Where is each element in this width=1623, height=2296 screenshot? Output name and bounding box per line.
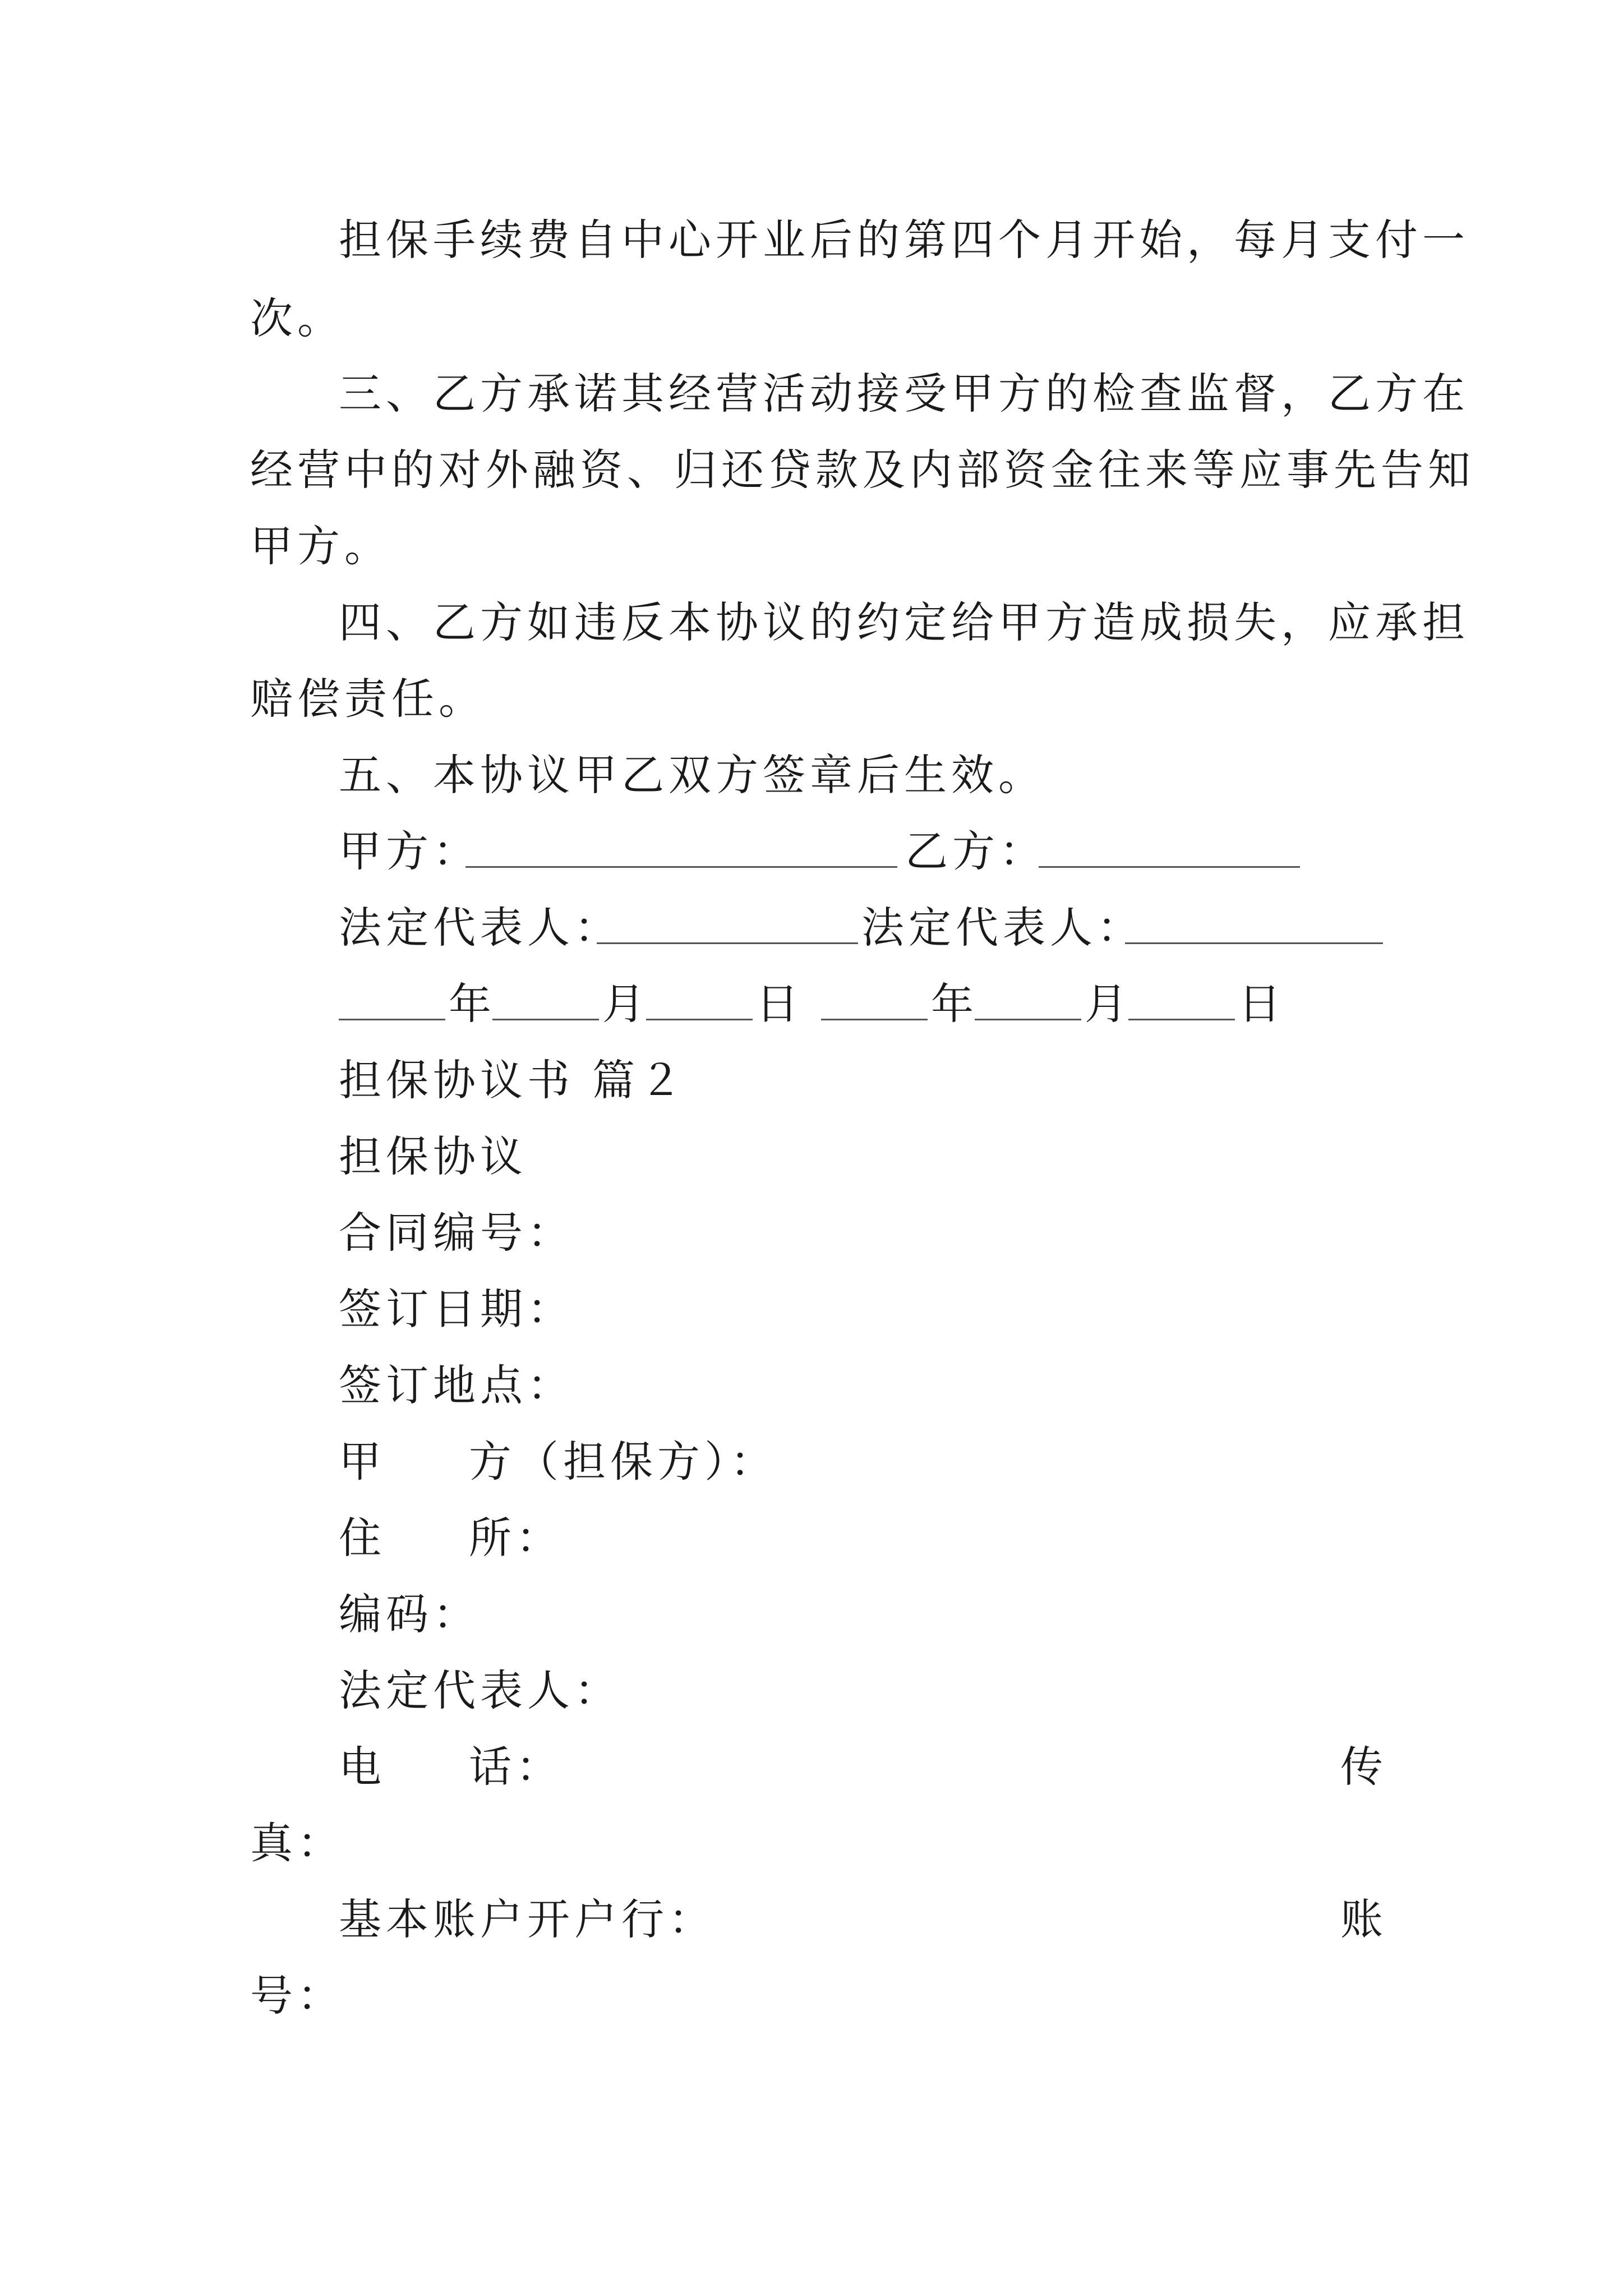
fax-label-char: 传 — [1340, 1742, 1383, 1792]
paragraph-line — [0, 589, 1623, 656]
field-line — [0, 1504, 1623, 1572]
day-label: 日 — [1238, 979, 1285, 1029]
month-blank — [975, 970, 1081, 1020]
section-heading-line — [0, 1047, 1623, 1114]
field-line — [0, 1657, 1623, 1724]
guarantor-label-char: 甲 — [339, 1437, 386, 1487]
account-label-char: 账 — [1340, 1894, 1383, 1944]
clause-3-text: 三、乙方承诺其经营活动接受甲方的检查监督，乙方在 — [339, 369, 1469, 418]
year-label: 年 — [449, 979, 496, 1029]
account-label: 号： — [250, 1971, 344, 2021]
party-a-label: 甲方： — [339, 826, 480, 876]
clause-3-text: 甲方。 — [250, 521, 391, 571]
field-line — [0, 1428, 1623, 1496]
paragraph-line — [0, 285, 1623, 352]
sign-date-label: 签订日期： — [339, 1284, 574, 1334]
day-label: 日 — [756, 979, 803, 1029]
legal-rep-a-blank — [597, 894, 858, 944]
legal-rep-a-label: 法定代表人： — [339, 903, 621, 953]
year-blank — [821, 970, 928, 1020]
field-line — [0, 1352, 1623, 1419]
signature-dates-line — [0, 970, 1623, 1038]
year-label: 年 — [931, 979, 978, 1029]
field-line — [0, 1199, 1623, 1267]
paragraph-line — [0, 665, 1623, 733]
year-blank — [339, 970, 445, 1020]
field-line — [0, 1581, 1623, 1648]
paragraph-text: 担保手续费自中心开业后的第四个月开始，每月支付一 — [339, 215, 1469, 265]
month-label: 月 — [602, 979, 649, 1029]
field-line — [0, 1962, 1623, 2030]
paragraph-text: 次。 — [250, 293, 344, 343]
paragraph-line — [0, 436, 1623, 504]
phone-label-char: 电 — [339, 1742, 386, 1792]
day-blank — [1128, 970, 1235, 1020]
field-line — [0, 1276, 1623, 1343]
clause-5-text: 五、本协议甲乙双方签章后生效。 — [339, 750, 1045, 800]
clause-4-text: 四、乙方如违反本协议的约定给甲方造成损失，应承担 — [339, 597, 1469, 647]
paragraph-line — [0, 360, 1623, 427]
paragraph-line — [0, 206, 1623, 274]
paragraph-line — [0, 513, 1623, 580]
legal-rep-label: 法定代表人： — [339, 1665, 621, 1715]
party-b-blank — [1039, 818, 1300, 868]
clause-4-text: 赔偿责任。 — [250, 674, 486, 724]
bank-label: 基本账户开户行： — [339, 1894, 716, 1944]
party-b-label: 乙方： — [905, 826, 1046, 876]
contract-number-label: 合同编号： — [339, 1208, 574, 1258]
postcode-label: 编码： — [339, 1589, 480, 1639]
section-heading: 担保协议书 篇２ — [339, 1055, 687, 1105]
party-a-blank — [465, 818, 897, 868]
paragraph-line — [0, 742, 1623, 809]
signature-parties-line — [0, 818, 1623, 885]
legal-rep-b-label: 法定代表人： — [861, 903, 1144, 953]
document-title-line — [0, 1123, 1623, 1190]
clause-3-text: 经营中的对外融资、归还贷款及内部资金往来等应事先告知 — [250, 445, 1475, 495]
month-blank — [492, 970, 599, 1020]
legal-rep-b-blank — [1125, 894, 1383, 944]
field-line — [0, 1810, 1623, 1877]
field-line — [0, 1886, 1623, 1953]
address-label-char: 住 — [339, 1513, 386, 1563]
signature-reps-line — [0, 894, 1623, 961]
address-label: 所： — [469, 1513, 563, 1563]
field-line — [0, 1733, 1623, 1801]
phone-label: 话： — [469, 1742, 563, 1792]
month-label: 月 — [1085, 979, 1132, 1029]
fax-label: 真： — [250, 1818, 344, 1868]
document-title: 担保协议 — [339, 1131, 527, 1181]
day-blank — [646, 970, 753, 1020]
sign-place-label: 签订地点： — [339, 1360, 574, 1410]
guarantor-label: 方（担保方）： — [469, 1437, 777, 1487]
